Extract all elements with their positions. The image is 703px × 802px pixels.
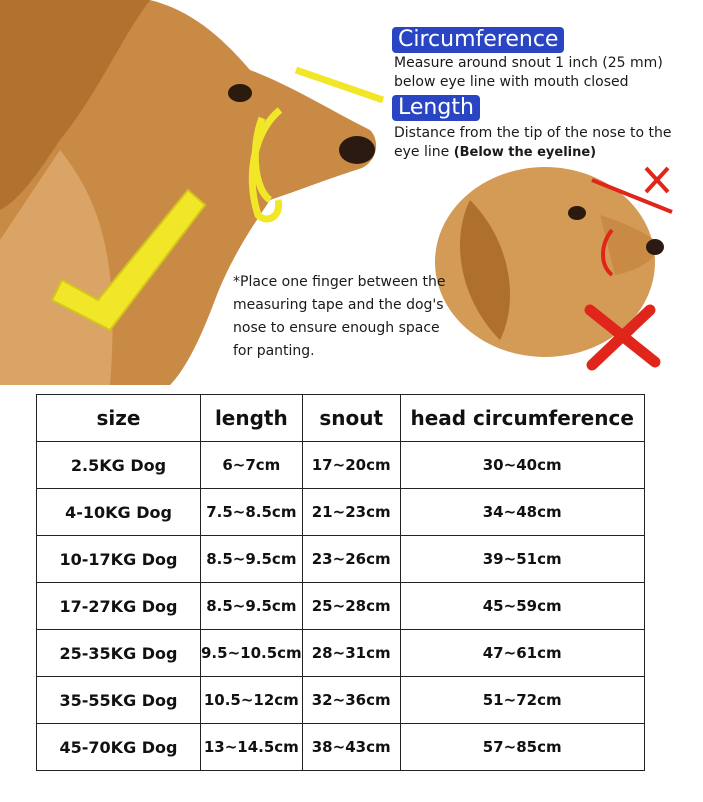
snout-cell: 25~28cm <box>302 583 400 630</box>
header-length: length <box>201 395 303 442</box>
snout-cell: 21~23cm <box>302 489 400 536</box>
table-row <box>37 442 645 489</box>
size-cell: 45-70KG Dog <box>37 724 201 771</box>
header-head-circumference: head circumference <box>400 395 644 442</box>
head-circumference-cell: 47~61cm <box>400 630 644 677</box>
length-title: Length <box>392 95 480 121</box>
circumference-description: Measure around snout 1 inch (25 mm) below eye line with mouth closed <box>394 55 663 90</box>
snout-cell: 23~26cm <box>302 536 400 583</box>
table-row <box>37 489 645 536</box>
head-circumference-cell: 30~40cm <box>400 442 644 489</box>
head-circumference-cell: 45~59cm <box>400 583 644 630</box>
header-size: size <box>37 395 201 442</box>
head-circumference-cell: 57~85cm <box>400 724 644 771</box>
length-cell: 9.5~10.5cm <box>201 630 303 677</box>
length-cell: 8.5~9.5cm <box>201 583 303 630</box>
measurement-illustration <box>0 0 703 390</box>
length-cell: 8.5~9.5cm <box>201 536 303 583</box>
size-cell: 25-35KG Dog <box>37 630 201 677</box>
table-row <box>37 583 645 630</box>
table-row <box>37 630 645 677</box>
snout-cell: 28~31cm <box>302 630 400 677</box>
header-snout: snout <box>302 395 400 442</box>
length-cell: 6~7cm <box>201 442 303 489</box>
tip-note: *Place one finger between the measuring tape and the dog's nose to ensure enough space for panting. <box>233 274 446 359</box>
table-row <box>37 677 645 724</box>
circumference-title: Circumference <box>392 27 564 53</box>
size-cell: 2.5KG Dog <box>37 442 201 489</box>
length-description-note: (Below the eyeline) <box>453 145 597 160</box>
snout-cell: 17~20cm <box>302 442 400 489</box>
size-cell: 10-17KG Dog <box>37 536 201 583</box>
head-circumference-cell: 34~48cm <box>400 489 644 536</box>
length-cell: 13~14.5cm <box>201 724 303 771</box>
head-circumference-cell: 39~51cm <box>400 536 644 583</box>
table-row <box>37 724 645 771</box>
size-table <box>36 394 645 771</box>
snout-cell: 38~43cm <box>302 724 400 771</box>
head-circumference-cell: 51~72cm <box>400 677 644 724</box>
size-cell: 4-10KG Dog <box>37 489 201 536</box>
table-header-row <box>37 395 645 442</box>
size-cell: 35-55KG Dog <box>37 677 201 724</box>
length-description-text: Distance from the tip of the nose to the eye line <box>394 125 672 160</box>
table-row <box>37 536 645 583</box>
length-cell: 10.5~12cm <box>201 677 303 724</box>
size-cell: 17-27KG Dog <box>37 583 201 630</box>
length-description <box>394 124 699 162</box>
length-cell: 7.5~8.5cm <box>201 489 303 536</box>
snout-cell: 32~36cm <box>302 677 400 724</box>
